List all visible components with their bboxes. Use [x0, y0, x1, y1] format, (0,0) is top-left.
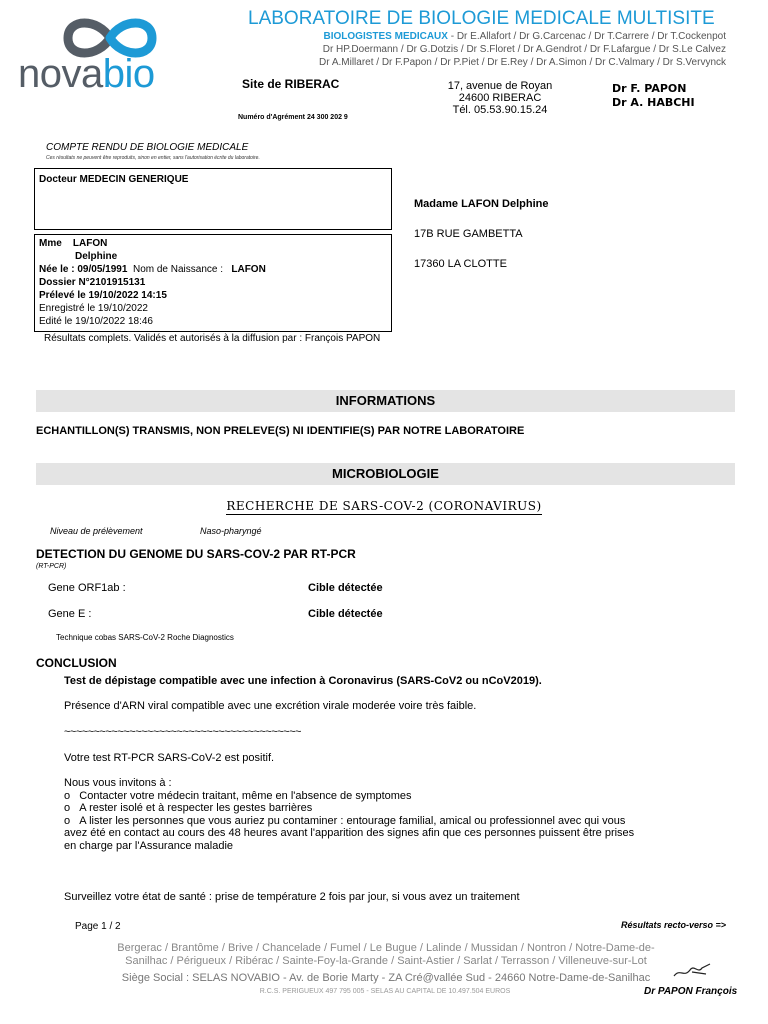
section-microbiologie: MICROBIOLOGIE	[36, 463, 735, 485]
biologists-line-1	[324, 31, 727, 42]
patient-address-street: 17B RUE GAMBETTA	[414, 228, 523, 240]
biologists-line-3: Dr A.Millaret / Dr F.Papon / Dr P.Piet / Dr E.Rey / Dr A.Simon / Dr C.Valmary / Dr S.Vervynck	[319, 57, 726, 68]
birth-name: LAFON	[231, 264, 266, 275]
patient-first-name: Delphine	[75, 251, 118, 262]
conclusion-separator: ~~~~~~~~~~~~~~~~~~~~~~~~~~~~~~~~~~~~~~~~	[64, 726, 301, 738]
conclusion-item-2-text: A rester isolé et à respecter les gestes barrières	[79, 802, 313, 814]
conclusion-presence: Présence d'ARN viral compatible avec une excrétion virale moderée voire très faible.	[64, 700, 477, 712]
sample-date: Prélevé le 19/10/2022 14:15	[39, 290, 167, 301]
page-number: Page 1 / 2	[75, 921, 121, 932]
patient-title: Mme	[39, 238, 62, 249]
sites-list-line-1: Bergerac / Brantôme / Brive / Chancelade / Fumel / Le Bugue / Lalinde / Mussidan / Nontron / Notre-Dame-de-	[117, 942, 655, 954]
report-title: COMPTE RENDU DE BIOLOGIE MEDICALE	[46, 142, 249, 153]
doctor-1: Dr F. PAPON	[612, 82, 687, 95]
conclusion-surveillez: Surveillez votre état de santé : prise de température 2 fois par jour, si vous avez un traitement	[64, 891, 520, 903]
address-line-city: 24600 RIBERAC	[458, 92, 542, 104]
biologists-names-1: - Dr E.Allafort / Dr G.Carcenac / Dr T.Carrere / Dr T.Cockenpot	[447, 31, 726, 42]
test-title-text: RECHERCHE DE SARS-COV-2 (CORONAVIRUS)	[226, 499, 542, 513]
logo-text-nova: nova	[18, 52, 103, 96]
birth-name-label: Nom de Naissance :	[132, 264, 224, 275]
signature-name: Dr PAPON François	[644, 986, 738, 997]
patient-name-row	[39, 238, 107, 249]
address-line-street: 17, avenue de Royan	[447, 80, 553, 92]
patient-box	[34, 234, 392, 332]
lab-address	[430, 80, 570, 116]
section-informations: INFORMATIONS	[36, 390, 735, 412]
conclusion-main: Test de dépistage compatible avec une infection à Coronavirus (SARS-CoV2 ou nCoV2019).	[64, 675, 542, 687]
biologists-label: BIOLOGISTES MEDICAUX	[323, 31, 448, 42]
technique-note: Technique cobas SARS-CoV-2 Roche Diagnostics	[56, 633, 234, 642]
conclusion-item-1	[64, 790, 412, 802]
niveau-value: Naso-pharyngé	[200, 526, 262, 536]
logo-text-bio: bio	[102, 52, 155, 96]
address-line-phone: Tél. 05.53.90.15.24	[452, 104, 548, 116]
test-title	[0, 499, 768, 513]
niveau-label: Niveau de prélèvement	[50, 526, 143, 536]
logo-wordmark	[18, 52, 155, 97]
conclusion-item-3-text: A lister les personnes que vous auriez pu contaminer : entourage familial, amical ou professionnel avec qui vous	[79, 815, 626, 827]
detection-title: DETECTION DU GENOME DU SARS-COV-2 PAR RT-PCR	[36, 547, 356, 561]
conclusion-item-2	[64, 802, 312, 814]
gene-e-label: Gene E :	[48, 608, 92, 620]
edited-date: Edité le 19/10/2022 18:46	[39, 316, 153, 327]
validation-note: Résultats complets. Validés et autorisés à la diffusion par : François PAPON	[44, 333, 381, 344]
signature-icon	[672, 958, 712, 982]
lab-title: LABORATOIRE DE BIOLOGIE MEDICALE MULTISITE	[248, 8, 715, 29]
prescriber-name: Docteur MEDECIN GENERIQUE	[39, 174, 189, 185]
conclusion-positive: Votre test RT-PCR SARS-CoV-2 est positif.	[64, 752, 275, 764]
patient-last-name: LAFON	[72, 238, 108, 249]
site-name: Site de RIBERAC	[242, 77, 340, 91]
patient-birthdate: Née le : 09/05/1991	[39, 264, 128, 275]
report-disclaimer: Ces résultats ne peuvent être reproduits, sinon en entier, sans l'autorisation écrite du laboratoire.	[46, 155, 260, 161]
conclusion-item-3-cont-1: avez été en contact au cours des 48 heures avant l'apparition des signes afin que ces personnes puissent être prises	[64, 827, 635, 839]
rcs-info: R.C.S. PERIGUEUX 497 795 005 - SELAS AU CAPITAL DE 10.497.504 EUROS	[259, 988, 511, 995]
registered-date: Enregistré le 19/10/2022	[39, 303, 148, 314]
bullet-icon: o	[64, 790, 71, 802]
agrement-number: Numéro d'Agrément 24 300 202 9	[238, 114, 348, 121]
sites-list	[86, 942, 686, 968]
conclusion-item-1-text: Contacter votre médecin traitant, même en l'absence de symptomes	[79, 790, 412, 802]
patient-birth-row	[39, 264, 266, 275]
prescriber-box	[34, 168, 392, 230]
rtpcr-label: (RT-PCR)	[36, 563, 67, 570]
dossier-number: Dossier N°2101915131	[39, 277, 146, 288]
gene-orf1ab-label: Gene ORF1ab :	[48, 582, 126, 594]
site-doctors	[612, 82, 695, 110]
doctor-2: Dr A. HABCHI	[612, 96, 695, 109]
patient-address-name: Madame LAFON Delphine	[414, 198, 549, 210]
head-office: Siège Social : SELAS NOVABIO - Av. de Borie Marty - ZA Cré@vallée Sud - 24660 Notre-Dame-de-Sanilhac	[121, 972, 651, 984]
biologists-line-2: Dr HP.Doermann / Dr G.Dotzis / Dr S.Floret / Dr A.Gendrot / Dr F.Lafargue / Dr S.Le Calvez	[322, 44, 726, 55]
gene-e-result: Cible détectée	[308, 608, 383, 620]
sites-list-line-2: Sanilhac / Périgueux / Ribérac / Sainte-Foy-la-Grande / Saint-Astier / Sarlat / Terrasson / Villeneuve-sur-Lot	[125, 955, 647, 967]
patient-address-city: 17360 LA CLOTTE	[414, 258, 507, 270]
gene-orf1ab-result: Cible détectée	[308, 582, 383, 594]
conclusion-item-3-cont-2: en charge par l'Assurance maladie	[64, 840, 234, 852]
recto-verso-note: Résultats recto-verso =>	[620, 920, 726, 930]
bullet-icon: o	[64, 802, 71, 814]
sample-notice: ECHANTILLON(S) TRANSMIS, NON PRELEVE(S) NI IDENTIFIE(S) PAR NOTRE LABORATOIRE	[36, 425, 525, 437]
conclusion-heading: CONCLUSION	[36, 656, 117, 670]
bullet-icon: o	[64, 815, 71, 827]
conclusion-item-3	[64, 815, 625, 827]
conclusion-invite: Nous vous invitons à :	[64, 777, 172, 789]
